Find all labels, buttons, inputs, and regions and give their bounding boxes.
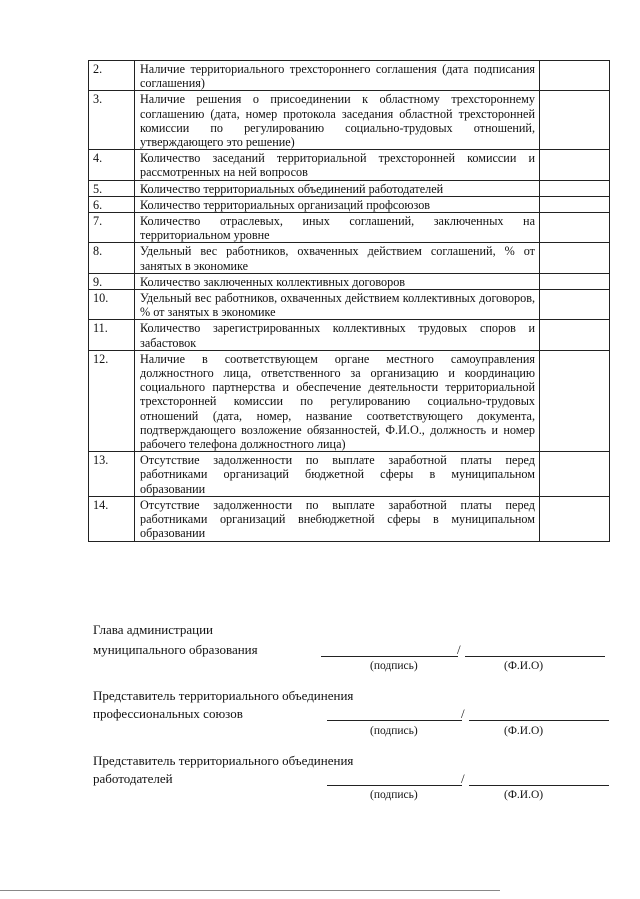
indicators-table <box>88 60 610 542</box>
row-number: 14. <box>89 496 135 541</box>
indicator-text: Количество заключенных коллективных договоров <box>135 273 540 289</box>
signature-title-line2: муниципального образования <box>93 642 258 657</box>
signature-line[interactable] <box>327 785 462 786</box>
row-number: 9. <box>89 273 135 289</box>
signature-slash: / <box>457 642 461 657</box>
signature-caption: (подпись) <box>370 660 418 672</box>
indicator-text: Количество заседаний территориальной трехсторонней комиссии и рассмотренных на ней вопросов <box>135 150 540 180</box>
row-number: 12. <box>89 350 135 451</box>
value-cell[interactable] <box>540 61 610 91</box>
indicator-text: Отсутствие задолженности по выплате заработной платы перед работниками организаций бюджетной сферы в муниципальном образовании <box>135 452 540 497</box>
row-number: 2. <box>89 61 135 91</box>
value-cell[interactable] <box>540 496 610 541</box>
signature-line[interactable] <box>327 720 462 721</box>
row-number: 4. <box>89 150 135 180</box>
name-line[interactable] <box>469 785 609 786</box>
signature-title-line1: Представитель территориального объединения <box>93 753 354 768</box>
row-number: 8. <box>89 243 135 273</box>
row-number: 10. <box>89 290 135 320</box>
name-caption: (Ф.И.О) <box>504 725 544 737</box>
table-row <box>89 320 610 350</box>
name-caption: (Ф.И.О) <box>504 789 544 801</box>
value-cell[interactable] <box>540 180 610 196</box>
table-row <box>89 180 610 196</box>
value-cell[interactable] <box>540 91 610 150</box>
footer-divider <box>0 890 500 891</box>
indicator-text: Удельный вес работников, охваченных действием коллективных договоров, % от занятых в экономике <box>135 290 540 320</box>
value-cell[interactable] <box>540 290 610 320</box>
indicator-text: Наличие решения о присоединении к областному трехстороннему соглашению (дата, номер протокола заседания областной трехсторонней комиссии по регулированию социально-трудовых отношений, утверждающего это решение) <box>135 91 540 150</box>
value-cell[interactable] <box>540 196 610 212</box>
signature-line[interactable] <box>321 656 458 657</box>
table-row <box>89 290 610 320</box>
indicator-text: Наличие территориального трехстороннего соглашения (дата подписания соглашения) <box>135 61 540 91</box>
value-cell[interactable] <box>540 243 610 273</box>
value-cell[interactable] <box>540 350 610 451</box>
indicator-text: Наличие в соответствующем органе местного самоуправления должностного лица, ответственного за организацию и координацию социального партнерства и обеспечение деятельности территориальной трехсторонней комиссии по регулированию социально-трудовых отношений (дата, номер, название соответствующего документа, подтверждающего возложение обязанностей, Ф.И.О., должность и номер рабочего телефона должностного лица) <box>135 350 540 451</box>
table-row <box>89 213 610 243</box>
table-row <box>89 196 610 212</box>
table-row <box>89 61 610 91</box>
indicator-text: Количество отраслевых, иных соглашений, заключенных на территориальном уровне <box>135 213 540 243</box>
table-row <box>89 91 610 150</box>
name-line[interactable] <box>465 656 605 657</box>
indicator-text: Количество зарегистрированных коллективных трудовых споров и забастовок <box>135 320 540 350</box>
table-row <box>89 243 610 273</box>
signature-title-line1: Представитель территориального объединения <box>93 688 354 703</box>
value-cell[interactable] <box>540 320 610 350</box>
name-caption: (Ф.И.О) <box>504 660 544 672</box>
table-row <box>89 350 610 451</box>
table-row <box>89 273 610 289</box>
indicator-text: Количество территориальных организаций профсоюзов <box>135 196 540 212</box>
table-row <box>89 452 610 497</box>
signature-slash: / <box>461 706 465 721</box>
table-row <box>89 150 610 180</box>
signature-title-line1: Глава администрации <box>93 622 214 637</box>
indicator-text: Удельный вес работников, охваченных действием соглашений, % от занятых в экономике <box>135 243 540 273</box>
indicator-text: Количество территориальных объединений работодателей <box>135 180 540 196</box>
value-cell[interactable] <box>540 273 610 289</box>
signature-title-line2: работодателей <box>93 771 173 786</box>
signature-slash: / <box>461 771 465 786</box>
row-number: 7. <box>89 213 135 243</box>
signature-caption: (подпись) <box>370 789 418 801</box>
value-cell[interactable] <box>540 452 610 497</box>
row-number: 13. <box>89 452 135 497</box>
value-cell[interactable] <box>540 150 610 180</box>
indicator-text: Отсутствие задолженности по выплате заработной платы перед работниками организаций внебюджетной сферы в муниципальном образовании <box>135 496 540 541</box>
row-number: 3. <box>89 91 135 150</box>
signature-title-line2: профессиональных союзов <box>93 706 243 721</box>
row-number: 11. <box>89 320 135 350</box>
row-number: 6. <box>89 196 135 212</box>
name-line[interactable] <box>469 720 609 721</box>
signature-caption: (подпись) <box>370 725 418 737</box>
table-row <box>89 496 610 541</box>
row-number: 5. <box>89 180 135 196</box>
indicators-table-body <box>89 61 610 542</box>
value-cell[interactable] <box>540 213 610 243</box>
